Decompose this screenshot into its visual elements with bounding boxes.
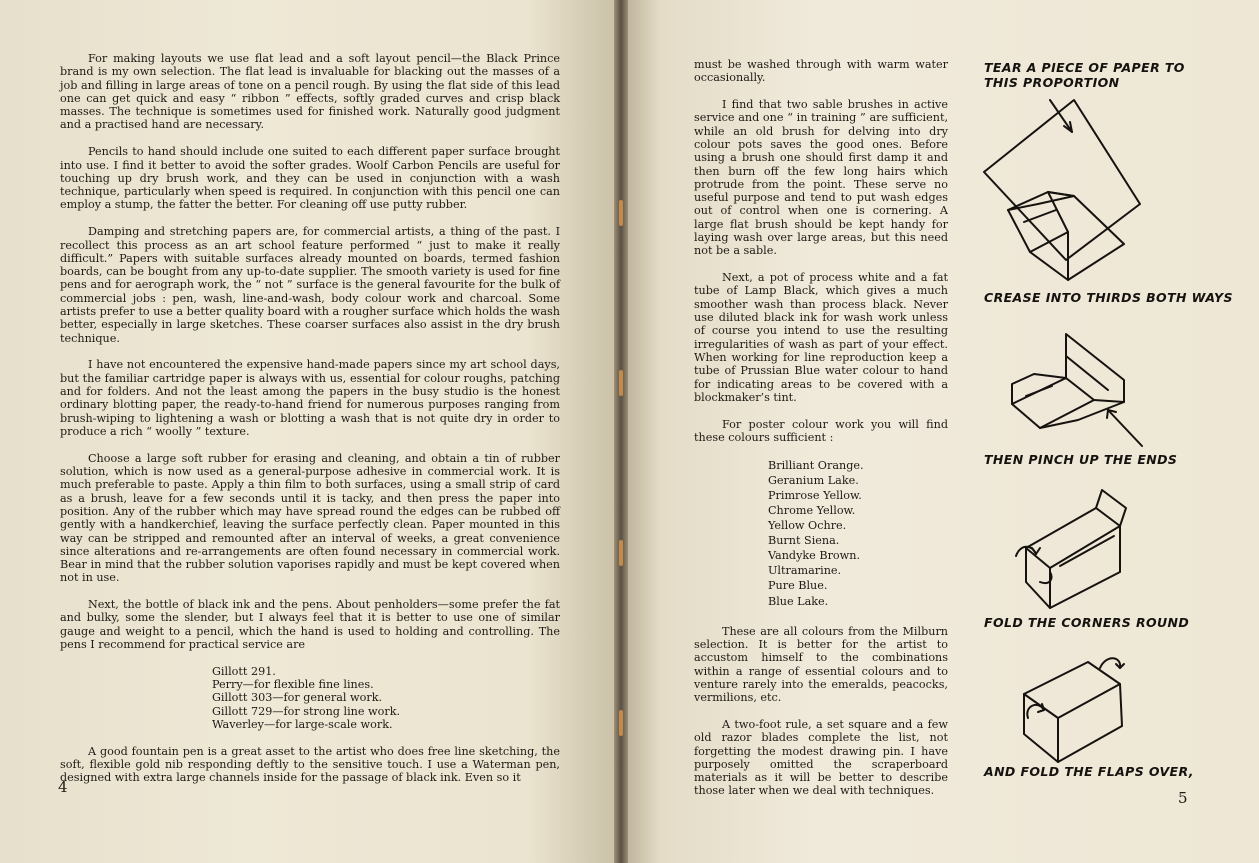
paragraph: Pencils to hand should include one suited to each different paper surface brought into use. I find it better to avoid the softer grades. Woolf Carbon Pencils are useful for touching up dry brush work, and they can be used in conjunction with a wash technique, particularly when speed is required. In conjunction with this pencil one can employ a stump, the fatter the better. For cleaning off use putty rubber. — [60, 145, 560, 212]
list-item: Yellow Ochre. — [768, 519, 847, 533]
caption-step-4: FOLD THE CORNERS ROUND — [984, 615, 1190, 630]
list-item: Geranium Lake. — [768, 473, 859, 487]
paragraph: For making layouts we use flat lead and a soft layout pencil—the Black Prince brand is my own selection. The flat lead is invaluable for blacking out the masses of a job and filling in large areas of tone on a pencil rough. By using the flat side of this lead one can get quick and easy “ ribbon ” effects, softly graded curves and crisp black masses. The technique is sometimes used for finished work. Naturally good judgment and a practised hand are necessary. — [60, 52, 560, 132]
paragraph: must be washed through with warm water occasionally. — [694, 58, 948, 85]
colour-list — [694, 458, 948, 609]
pen-list — [60, 665, 560, 731]
caption-step-1: TEAR A PIECE OF PAPER TO — [984, 60, 1185, 75]
binding-stitch — [619, 200, 623, 226]
list-item: Pure Blue. — [768, 579, 828, 593]
paragraph: Next, the bottle of black ink and the pens. About penholders—some prefer the fat and bulky, some the slender, but I always feel that it is better to use one of similar gauge and weight to a pencil, which the hand is used to holding and controlling. The pens I recommend for practical service are — [60, 598, 560, 652]
list-item: Primrose Yellow. — [768, 488, 862, 502]
caption-step-1b: THIS PROPORTION — [984, 75, 1120, 90]
page-number: 5 — [1178, 789, 1188, 807]
caption-step-3: THEN PINCH UP THE ENDS — [984, 452, 1178, 467]
binding-stitch — [619, 540, 623, 566]
list-item: Gillott 291. — [212, 664, 276, 678]
list-item: Chrome Yellow. — [768, 504, 856, 517]
corners-fold-illustration — [1006, 486, 1156, 616]
list-item: Ultramarine. — [768, 564, 842, 578]
list-item: Blue Lake. — [768, 594, 829, 608]
paragraph: A two-foot rule, a set square and a few old razor blades complete the list, not forgetting the modest drawing pin. I have purposely omitted the scraperboard materials as it will be better to describe those later when we deal with techniques. — [694, 717, 948, 798]
list-item: Perry—for flexible fine lines. — [212, 678, 374, 692]
list-item: Burnt Siena. — [768, 534, 840, 548]
paragraph: Damping and stretching papers are, for commercial artists, a thing of the past. I recollect this process as an art school feature performed “ just to make it really difficult.” Papers with suitable surfaces already mounted on boards, termed fashion boards, can be bought from any up-to-date supplier. The smooth variety is used for fine pens and for aerograph work, the “ not ” surface is the general favourite for the bulk of commercial jobs : pen, wash, line-and-wash, body colour work and charcoal. Some artists prefer to use a better quality board with a rougher surface which holds the wash better, especially in large sketches. These coarser surfaces also assist in the dry brush technique. — [60, 225, 560, 345]
paragraph: Choose a large soft rubber for erasing and cleaning, and obtain a tin of rubber solution, which is now used as a general-purpose adhesive in commercial work. It is much preferable to paste. Apply a thin film to both surfaces, using a small strip of card as a brush, leave for a few seconds until it is tacky, and then press the paper into position. Any of the rubber which may have spread round the edges can be rubbed off gently with a handkerchief, leaving the surface perfectly clean. Paper mounted in this way can be stripped and remounted after an interval of weeks, a great convenience since alterations and re-arrangements are often found necessary in commercial work. Bear in mind that the rubber solution vaporises rapidly and must be kept covered when not in use. — [60, 451, 560, 585]
paragraph: I find that two sable brushes in active service and one “ in training ” are sufficient, while an old brush for delving into dry colour pots saves the good ones. Before using a brush one should first damp it and then burn off the few long hairs which protrude from the point. These serve no useful purpose and tend to put wash edges out of control when one is cornering. A large flat brush should be kept handy for laying wash over large areas, but this need not be a sable. — [694, 98, 948, 258]
list-item: Waverley—for large-scale work. — [212, 718, 393, 732]
flaps-fold-illustration — [1016, 648, 1146, 768]
list-item: Gillott 729—for strong line work. — [212, 704, 401, 718]
right-page — [622, 0, 1259, 863]
caption-step-2: CREASE INTO THIRDS BOTH WAYS — [984, 290, 1233, 305]
pinched-box-illustration — [1004, 326, 1164, 456]
caption-step-5: AND FOLD THE FLAPS OVER, — [984, 764, 1194, 779]
paragraph: For poster colour work you will find these colours sufficient : — [694, 417, 948, 444]
paragraph: I have not encountered the expensive hand-made papers since my art school days, but the familiar cartridge paper is always with us, essential for colour roughs, patching and for folders. And not the least among the papers in the busy studio is the honest ordinary blotting paper, the ready-to-hand friend for numerous purposes ranging from brush-wiping to lightening a wash or blotting a wash that is not quite dry in order to produce a rich “ woolly ” texture. — [60, 358, 560, 438]
list-item: Vandyke Brown. — [768, 549, 861, 563]
list-item: Brilliant Orange. — [768, 458, 864, 472]
left-page — [0, 0, 620, 863]
paragraph: Next, a pot of process white and a fat tube of Lamp Black, which gives a much smoother wash than process black. Never use diluted black ink for wash work unless of course you intend to use the resulting irregularities of wash as part of your effect. When working for line reproduction keep a tube of Prussian Blue water colour to hand for indicating areas to be covered with a blockmaker’s tint. — [694, 271, 948, 404]
page-number: 4 — [58, 778, 68, 796]
paragraph: A good fountain pen is a great asset to the artist who does free line sketching, the soft, flexible gold nib responding deftly to the sensitive touch. I use a Waterman pen, designed with extra large channels inside for the passage of black ink. Even so it — [60, 744, 560, 785]
binding-stitch — [619, 710, 623, 736]
left-page-text — [60, 52, 560, 798]
paper-sheet-illustration — [978, 92, 1198, 292]
binding-stitch — [619, 370, 623, 396]
list-item: Gillott 303—for general work. — [212, 691, 383, 705]
paragraph: These are all colours from the Milburn selection. It is better for the artist to accustom himself to the combinations within a range of essential colours and to venture rarely into the emeralds, peacocks, vermilions, etc. — [694, 624, 948, 705]
right-page-text — [694, 58, 948, 811]
